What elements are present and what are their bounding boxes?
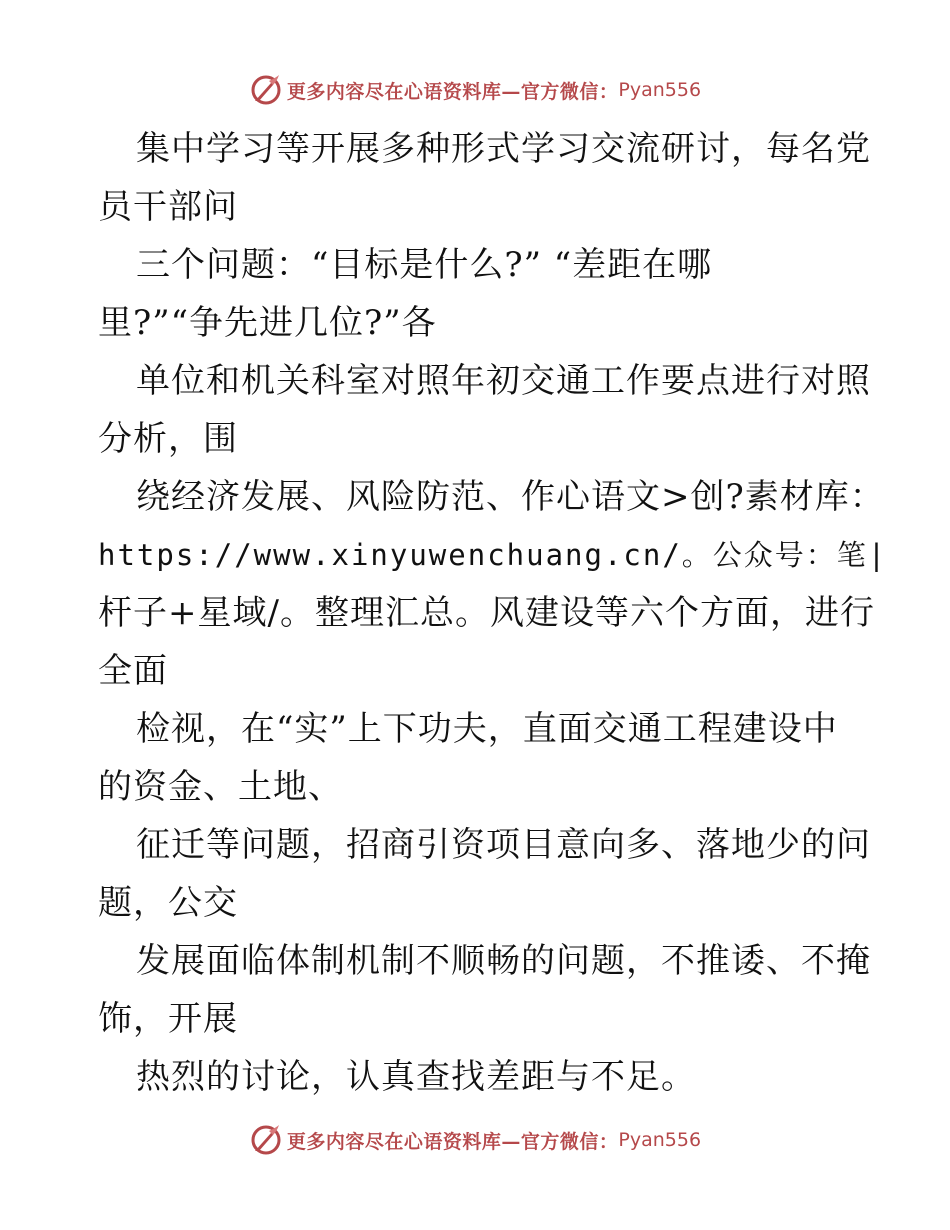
- body-line-url: https://www.xinyuwenchuang.cn/。公众号：笔|: [98, 538, 888, 572]
- header-banner: [0, 70, 950, 110]
- footer-banner-text: 更多内容尽在心语资料库—官方微信：: [286, 1130, 619, 1153]
- body-line: 热烈的讨论，认真查找差距与不足。: [136, 1057, 696, 1097]
- quill-logo-icon: [249, 1123, 283, 1157]
- body-line: 全面: [98, 651, 168, 691]
- body-line: 的资金、土地、: [98, 767, 343, 807]
- header-banner-text: 更多内容尽在心语资料库—官方微信：: [286, 80, 619, 103]
- body-line: 题，公交: [98, 883, 238, 923]
- header-banner-wechat-id: Pyan556: [618, 79, 702, 101]
- body-line: 单位和机关科室对照年初交通工作要点进行对照: [136, 361, 871, 401]
- body-line: 绕经济发展、风险防范、作心语文>创?素材库：: [136, 477, 885, 517]
- body-line: 三个问题：“目标是什么?” “差距在哪: [136, 245, 713, 285]
- body-line: 检视，在“实”上下功夫，直面交通工程建设中: [136, 709, 838, 749]
- body-line: 分析，围: [98, 419, 238, 459]
- body-line: 里?”“争先进几位?”各: [98, 303, 437, 343]
- body-line: 征迁等问题，招商引资项目意向多、落地少的问: [136, 825, 871, 865]
- body-line: 集中学习等开展多种形式学习交流研讨，每名党: [136, 129, 871, 169]
- footer-banner-wechat-id: Pyan556: [618, 1129, 702, 1151]
- body-line: 员干部问: [98, 187, 238, 227]
- document-body: [98, 120, 888, 1106]
- quill-logo-icon: [249, 73, 283, 107]
- body-line: 发展面临体制机制不顺畅的问题，不推诿、不掩: [136, 941, 871, 981]
- body-line: 杆子+星域/。整理汇总。风建设等六个方面，进行: [98, 593, 875, 633]
- body-line: 饰，开展: [98, 999, 238, 1039]
- footer-banner: [0, 1120, 950, 1160]
